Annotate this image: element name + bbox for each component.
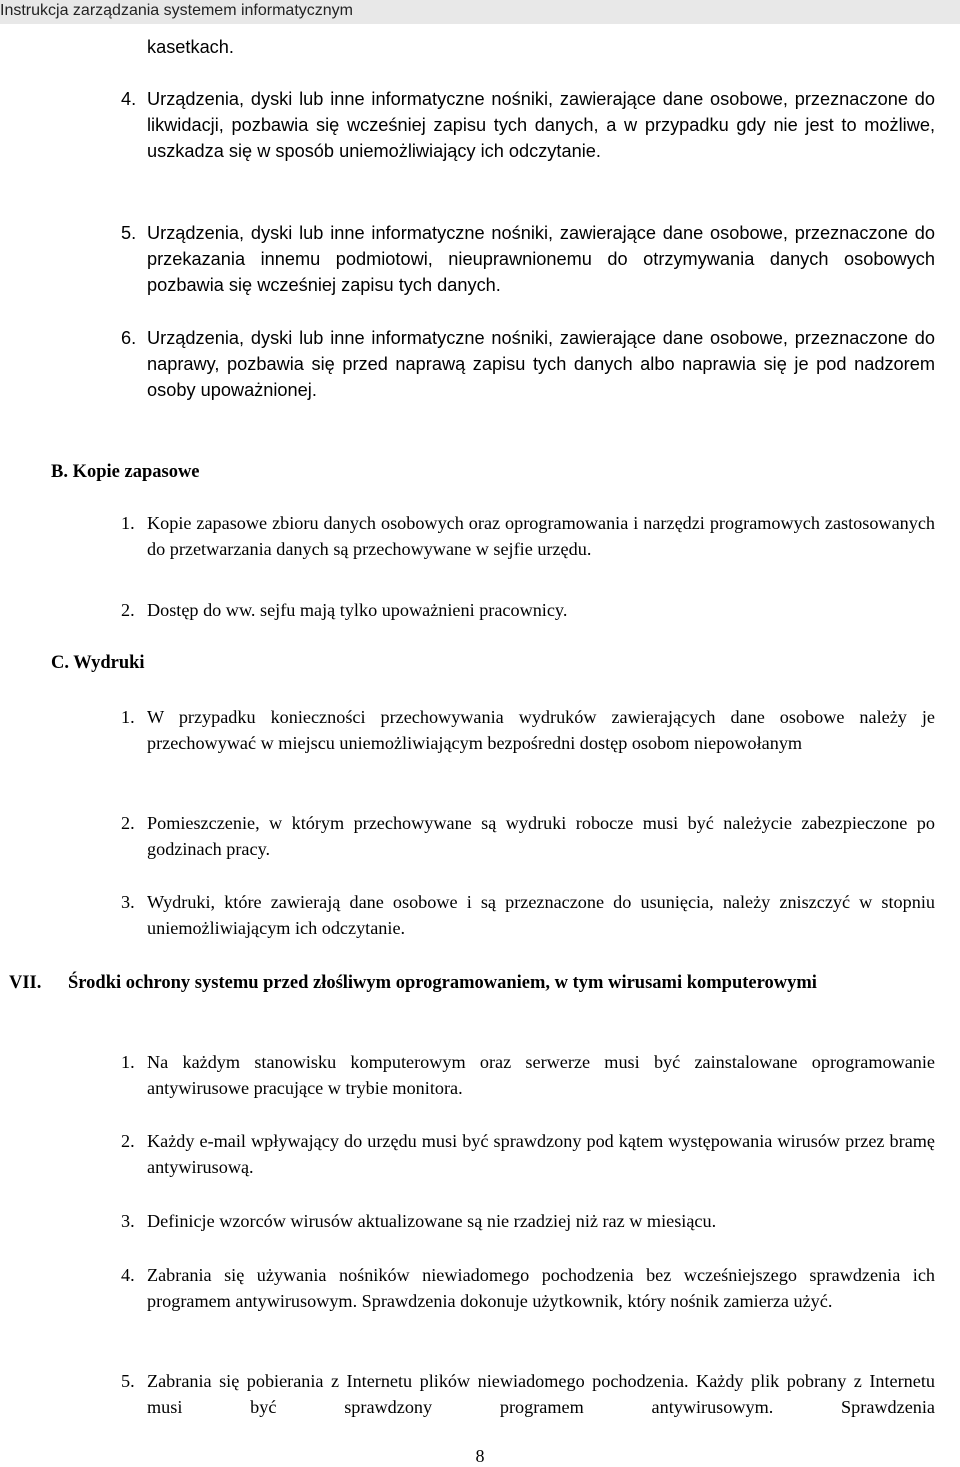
list-item-text: Wydruki, które zawierają dane osobowe i są przeznaczone do usunięcia, należy zniszczyć w stopniu uniemożliwiającym ich odczytanie. [147,892,935,938]
section-heading-c: C. Wydruki [51,653,145,673]
section-heading-b: B. Kopie zapasowe [51,462,200,482]
list-number: 3. [121,892,135,912]
list-item-text: Urządzenia, dyski lub inne informatyczne nośniki, zawierające dane osobowe, przeznaczone do przekazania innemu podmiotowi, nieuprawnionemu do otrzymywania danych osobowych pozbawia się wcześniej zapisu tych danych. [147,223,935,295]
list-number: 3. [121,1211,135,1231]
list-number: 2. [121,813,135,833]
running-header [0,0,960,24]
chapter-heading: Środki ochrony systemu przed złośliwym oprogramowaniem, w tym wirusami komputerowymi [68,973,817,993]
list-item-text: Na każdym stanowisku komputerowym oraz serwerze musi być zainstalowane oprogramowanie antywirusowe pracujące w trybie monitora. [147,1052,935,1098]
list-number: 2. [121,600,135,620]
list-number: 4. [121,89,137,109]
list-number: 1. [121,707,135,727]
list-number: 5. [121,223,137,243]
list-number: 4. [121,1265,135,1285]
list-item-text: Zabrania się używania nośników niewiadomego pochodzenia bez wcześniejszego sprawdzenia ich programem antywirusowym. Sprawdzenia dokonuje użytkownik, który nośnik zamierza użyć. [147,1265,935,1311]
list-item-text: Urządzenia, dyski lub inne informatyczne nośniki, zawierające dane osobowe, przeznaczone do likwidacji, pozbawia się wcześniej zapisu tych danych, a w przypadku gdy nie jest to możliwe, uszkadza się w sposób uniemożliwiający ich odczytanie. [147,89,935,161]
list-number: 1. [121,1052,135,1072]
list-item-text: Definicje wzorców wirusów aktualizowane są nie rzadziej niż raz w miesiącu. [147,1211,717,1231]
list-item-text: Pomieszczenie, w którym przechowywane są wydruki robocze musi być należycie zabezpieczone po godzinach pracy. [147,813,935,859]
chapter-number: VII. [9,973,42,993]
list-number: 1. [121,513,135,533]
list-item-text: Kopie zapasowe zbioru danych osobowych oraz oprogramowania i narzędzi programowych zastosowanych do przetwarzania danych są przechowywane w sejfie urzędu. [147,513,935,559]
list-number: 6. [121,328,137,348]
list-item-text: Dostęp do ww. sejfu mają tylko upoważnieni pracownicy. [147,600,568,620]
page-number: 8 [475,1446,485,1466]
list-number: 2. [121,1131,135,1151]
list-item-text: W przypadku konieczności przechowywania wydruków zawierających dane osobowe należy je przechowywać w miejscu uniemożliwiającym bezpośredni dostęp osobom niepowołanym [147,707,935,753]
continuation-text: kasetkach. [147,37,234,57]
list-item-text: Urządzenia, dyski lub inne informatyczne nośniki, zawierające dane osobowe, przeznaczone do naprawy, pozbawia się przed naprawą zapisu tych danych albo naprawia się je pod nadzorem osoby upoważnionej. [147,328,935,400]
list-item-text: Zabrania się pobierania z Internetu plików niewiadomego pochodzenia. Każdy plik pobrany z Internetu musi być sprawdzony programem antywirusowym. Sprawdzenia [147,1371,935,1417]
header-title: Instrukcja zarządzania systemem informatycznym [0,2,353,19]
list-number: 5. [121,1371,135,1391]
list-item-text: Każdy e-mail wpływający do urzędu musi być sprawdzony pod kątem występowania wirusów przez bramę antywirusową. [147,1131,935,1177]
